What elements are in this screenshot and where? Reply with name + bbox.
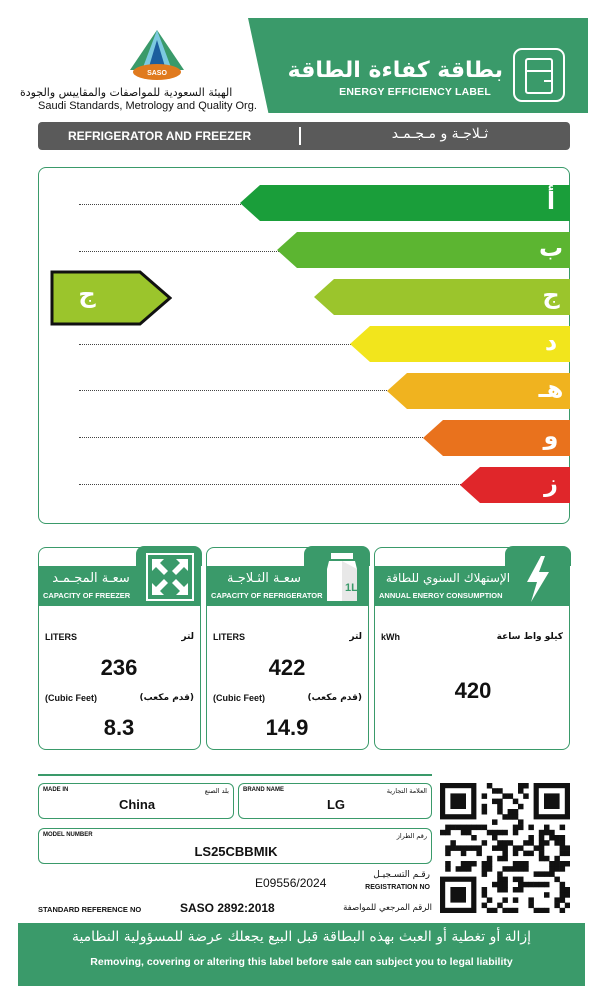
energy-value: 420 bbox=[454, 678, 492, 703]
standard-reference: SASO 2892:2018 bbox=[180, 901, 275, 915]
brand-label-en: BRAND NAME bbox=[243, 787, 284, 793]
energy-class-letter: و bbox=[543, 422, 559, 450]
category-ar: ثـلاجـة و مـجـمـد bbox=[391, 126, 489, 142]
refrigerator-liters-value: 422 bbox=[268, 655, 306, 680]
energy-class-letter: ز bbox=[544, 469, 558, 497]
liters-label-ar: لتر bbox=[181, 632, 194, 642]
expand-arrows-icon bbox=[146, 553, 194, 601]
energy-class-bar bbox=[387, 373, 570, 409]
registration-label-ar: رقـم التسـجيـل bbox=[373, 870, 430, 880]
freezer-capacity-panel bbox=[38, 547, 201, 750]
refrigerator-title-en: CAPACITY OF REFRIGERATOR bbox=[211, 591, 323, 600]
cubic-feet-label-en: (Cubic Feet) bbox=[45, 693, 98, 703]
refrigerator-cuft-value: 14.9 bbox=[265, 715, 309, 740]
org-name-ar: الهيئة السعودية للمواصفات والمقاييس والجودة bbox=[20, 86, 233, 99]
fridge-icon-body bbox=[525, 58, 553, 94]
rating-indicator bbox=[50, 270, 172, 326]
made-in-value: China bbox=[118, 797, 156, 812]
model-label-ar: رقم الطراز bbox=[396, 832, 427, 840]
energy-class-letter: أ bbox=[546, 187, 556, 215]
refrigerator-capacity-panel bbox=[206, 547, 369, 750]
fridge-icon-divider bbox=[525, 70, 553, 72]
freezer-title-en: CAPACITY OF FREEZER bbox=[43, 591, 131, 600]
freezer-title-ar: سعـة المجـمـد bbox=[52, 571, 130, 586]
energy-title-en: ANNUAL ENERGY CONSUMPTION bbox=[379, 591, 503, 600]
fridge-icon-handle bbox=[544, 80, 552, 82]
rating-indicator-letter: ج bbox=[78, 280, 96, 308]
warning-text-en: Removing, covering or altering this label before sale can subject you to legal liability bbox=[90, 956, 513, 968]
kwh-label-en: kWh bbox=[381, 632, 400, 642]
cubic-feet-label-ar: (قدم مكعب) bbox=[307, 693, 362, 703]
made-in-box bbox=[38, 783, 234, 819]
energy-class-bar bbox=[277, 232, 570, 268]
label-title-en: ENERGY EFFICIENCY LABEL bbox=[339, 86, 491, 98]
standard-label-en: STANDARD REFERENCE NO bbox=[38, 905, 142, 914]
info-divider bbox=[38, 774, 432, 776]
standard-label-ar: الرقم المرجعي للمواصفة bbox=[343, 903, 432, 913]
energy-class-bar bbox=[350, 326, 570, 362]
warning-text-ar: إزالة أو تغطية أو العبث بهذه البطاقة قبل البيع يجعلك عرضة للمسؤولية النظامية bbox=[71, 929, 532, 945]
logo-text: SASO bbox=[147, 70, 167, 77]
milk-carton-icon bbox=[325, 551, 359, 603]
cubic-feet-label-ar: (قدم مكعب) bbox=[139, 693, 194, 703]
registration-label-en: REGISTRATION NO bbox=[365, 884, 430, 891]
registration-number: E09556/2024 bbox=[255, 876, 327, 890]
energy-class-letter: هـ bbox=[538, 375, 564, 403]
energy-class-bar bbox=[314, 279, 570, 315]
liters-label-en: LITERS bbox=[213, 632, 246, 642]
scale-guide bbox=[79, 344, 389, 345]
energy-consumption-panel bbox=[374, 547, 570, 750]
made-in-label-en: MADE IN bbox=[43, 787, 69, 793]
energy-class-bar bbox=[240, 185, 570, 221]
scale-guide bbox=[79, 484, 499, 485]
brand-box bbox=[238, 783, 432, 819]
energy-title-ar: الإستهلاك السنوي للطاقة bbox=[385, 571, 511, 585]
saso-logo bbox=[122, 28, 192, 86]
scale-guide bbox=[79, 390, 425, 391]
freezer-cuft-value: 8.3 bbox=[103, 715, 135, 740]
energy-class-letter: ج bbox=[542, 281, 560, 309]
cubic-feet-label-en: (Cubic Feet) bbox=[213, 693, 266, 703]
category-en: REFRIGERATOR AND FREEZER bbox=[68, 129, 252, 143]
made-in-label-ar: بلد الصنع bbox=[204, 787, 229, 795]
energy-class-bar bbox=[460, 467, 570, 503]
scale-guide bbox=[79, 437, 461, 438]
energy-class-letter: د bbox=[544, 328, 558, 356]
brand-label-ar: العلامة التجارية bbox=[386, 787, 427, 795]
lightning-icon bbox=[523, 554, 553, 604]
energy-class-bar bbox=[423, 420, 570, 456]
brand-value: LG bbox=[326, 797, 346, 812]
energy-class-letter: ب bbox=[538, 234, 564, 262]
refrigerator-title-ar: سعـة الثـلاجـة bbox=[227, 571, 301, 586]
label-title-ar: بطاقة كفاءة الطاقة bbox=[287, 58, 503, 83]
model-box bbox=[38, 828, 432, 864]
model-label-en: MODEL NUMBER bbox=[43, 832, 93, 838]
qr-code[interactable] bbox=[440, 783, 570, 913]
freezer-liters-value: 236 bbox=[100, 655, 138, 680]
category-separator bbox=[299, 127, 301, 145]
model-value: LS25CBBMIK bbox=[194, 844, 278, 859]
milk-carton-label: 1L bbox=[345, 582, 358, 594]
liters-label-en: LITERS bbox=[45, 632, 78, 642]
liters-label-ar: لتر bbox=[349, 632, 362, 642]
org-name-en: Saudi Standards, Metrology and Quality Org. bbox=[38, 100, 257, 112]
kwh-label-ar: كيلو واط ساعة bbox=[496, 632, 563, 642]
